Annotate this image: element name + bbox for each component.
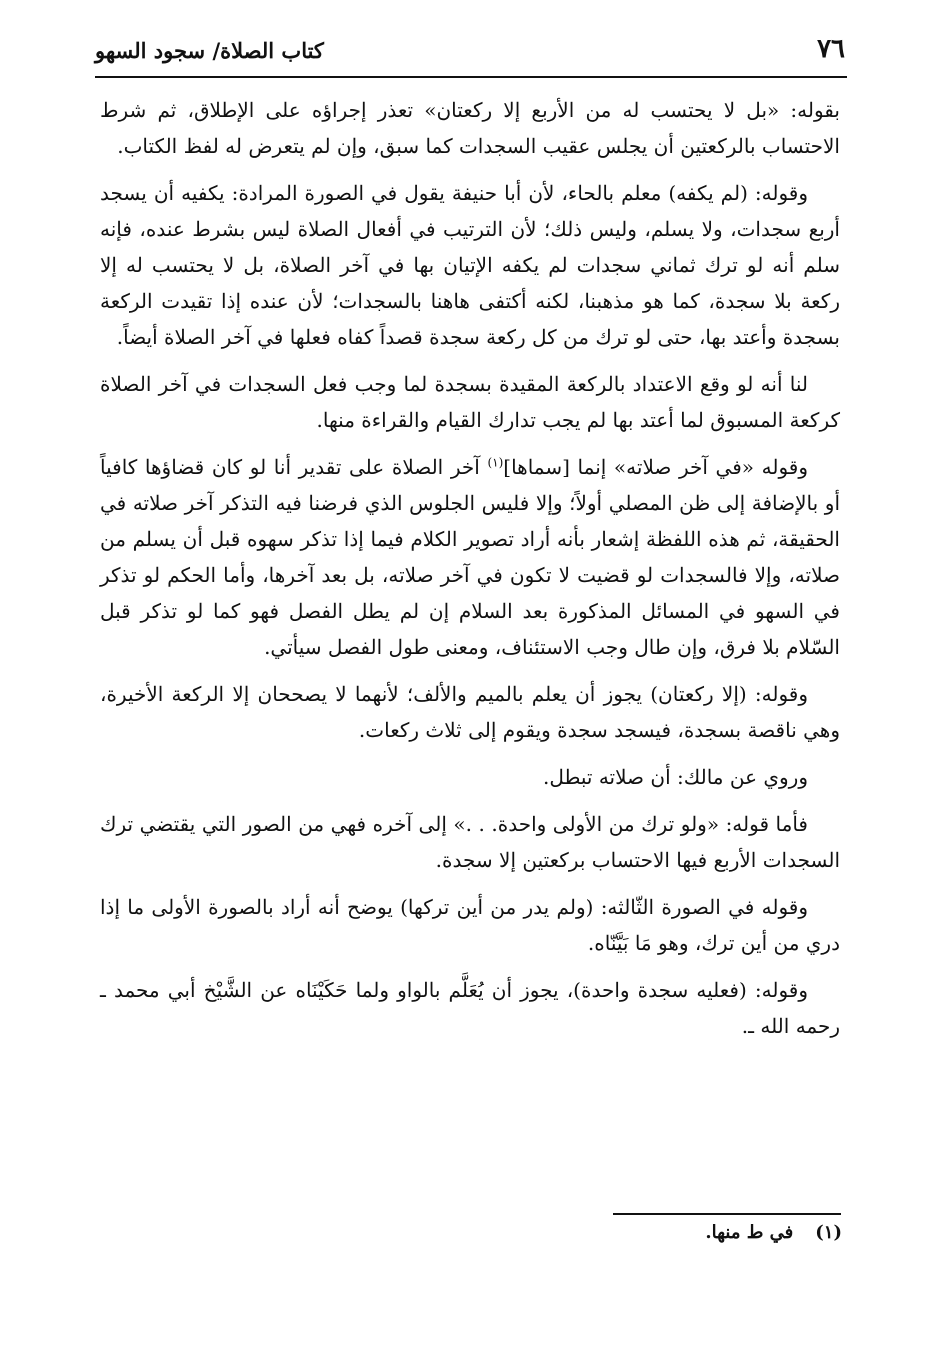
paragraph-4-body: آخر الصلاة على تقدير أنا لو كان قضاؤها كافياً أو بالإضافة إلى ظن المصلي أولاً؛ وإلا فليس الجلوس الذي فرضنا فيه التذكر آخر صلاته في الحقيقة، ثم هذه اللفظة إشعار بأنه أراد تصوير الكلام فيما إذا تذكر سهوه قبل أن يسلم من صلاته، وإلا فالسجدات لو قضيت لا تكون في آخر صلاته، بل بعد آخرها، وأما الحكم لو تذكر في السهو في المسائل المذكورة بعد السلام إن لم يطل الفصل فهو كما لو تذكر قبل السّلام بلا فرق، وإن طال وجب الاستئناف، ومعنى طول الفصل سيأتي. (100, 455, 840, 659)
paragraph-1: بقوله: «بل لا يحتسب له من الأربع إلا ركعتان» تعذر إجراؤه على الإطلاق، ثم شرط الاحتساب بالركعتين أن يجلس عقيب السجدات كما سبق، وإن لم يتعرض له لفظ الكتاب. (100, 98, 840, 158)
page-header (95, 28, 845, 68)
main-text (100, 92, 840, 1055)
paragraph-4 (100, 449, 840, 665)
paragraph-9: وقوله: (فعليه سجدة واحدة)، يجوز أن يُعَلَّم بالواو ولما حَكَيْنَاه عن الشَّيْخ أبي محمد ـ رحمه الله ـ. (100, 978, 840, 1038)
running-head: كتاب الصلاة/ سجود السهو (95, 38, 324, 63)
footnote-number: (١) (815, 1222, 842, 1243)
paragraph-8: وقوله في الصورة الثّالثه: (ولم يدر من أين تركها) يوضح أنه أراد بالصورة الأولى ما إذا دري من أين ترك، وهو مَا بَيَّنّاه. (100, 895, 840, 955)
paragraph-5: وقوله: (إلا ركعتان) يجوز أن يعلم بالميم والألف؛ لأنهما لا يصححان إلا الركعة الأخيرة، وهي ناقصة بسجدة، فيسجد سجدة ويقوم إلى ثلاث ركعات. (100, 682, 840, 742)
footnote-text: في ط منها. (705, 1222, 794, 1243)
footnote-rule (613, 1213, 841, 1215)
paragraph-2: وقوله: (لم يكفه) معلم بالحاء، لأن أبا حنيفة يقول في الصورة المرادة: يكفيه أن يسجد أربع سجدات، ولا يسلم، وليس ذلك؛ لأن الترتيب في أفعال الصلاة ليس بشرط عنده، فإنه سلم أنه لو ترك ثماني سجدات لم يكفه الإتيان بها في آخر الصلاة، بل لا يحتسب له إلا ركعة بلا سجدة، كما هو مذهبنا، لكنه أكتفى هاهنا بالسجدات؛ لأن عنده إذا تقيدت الركعة بسجدة وأعتد بها، حتى لو ترك من كل ركعة سجدة قصداً كفاه فعلها في آخر الصلاة أيضاً. (100, 181, 840, 349)
header-rule (95, 76, 847, 78)
paragraph-6: وروي عن مالك: أن صلاته تبطل. (542, 765, 808, 789)
paragraph-7: فأما قوله: «ولو ترك من الأولى واحدة. . .» إلى آخره فهي من الصور التي يقتضي ترك السجدات الأربع فيها الاحتساب بركعتين إلا سجدة. (100, 812, 840, 872)
footnote-reference[interactable]: (١) (487, 455, 504, 470)
footnote (705, 1222, 842, 1243)
paragraph-3: لنا أنه لو وقع الاعتداد بالركعة المقيدة بسجدة لما وجب فعل السجدات في آخر الصلاة كركعة المسبوق لما أعتد بها لم يجب تدارك القيام والقراءة منها. (100, 372, 840, 432)
paragraph-4-lead: وقوله «في آخر صلاته» إنما [سماها] (503, 455, 808, 479)
page-number: ٧٦ (817, 34, 845, 64)
